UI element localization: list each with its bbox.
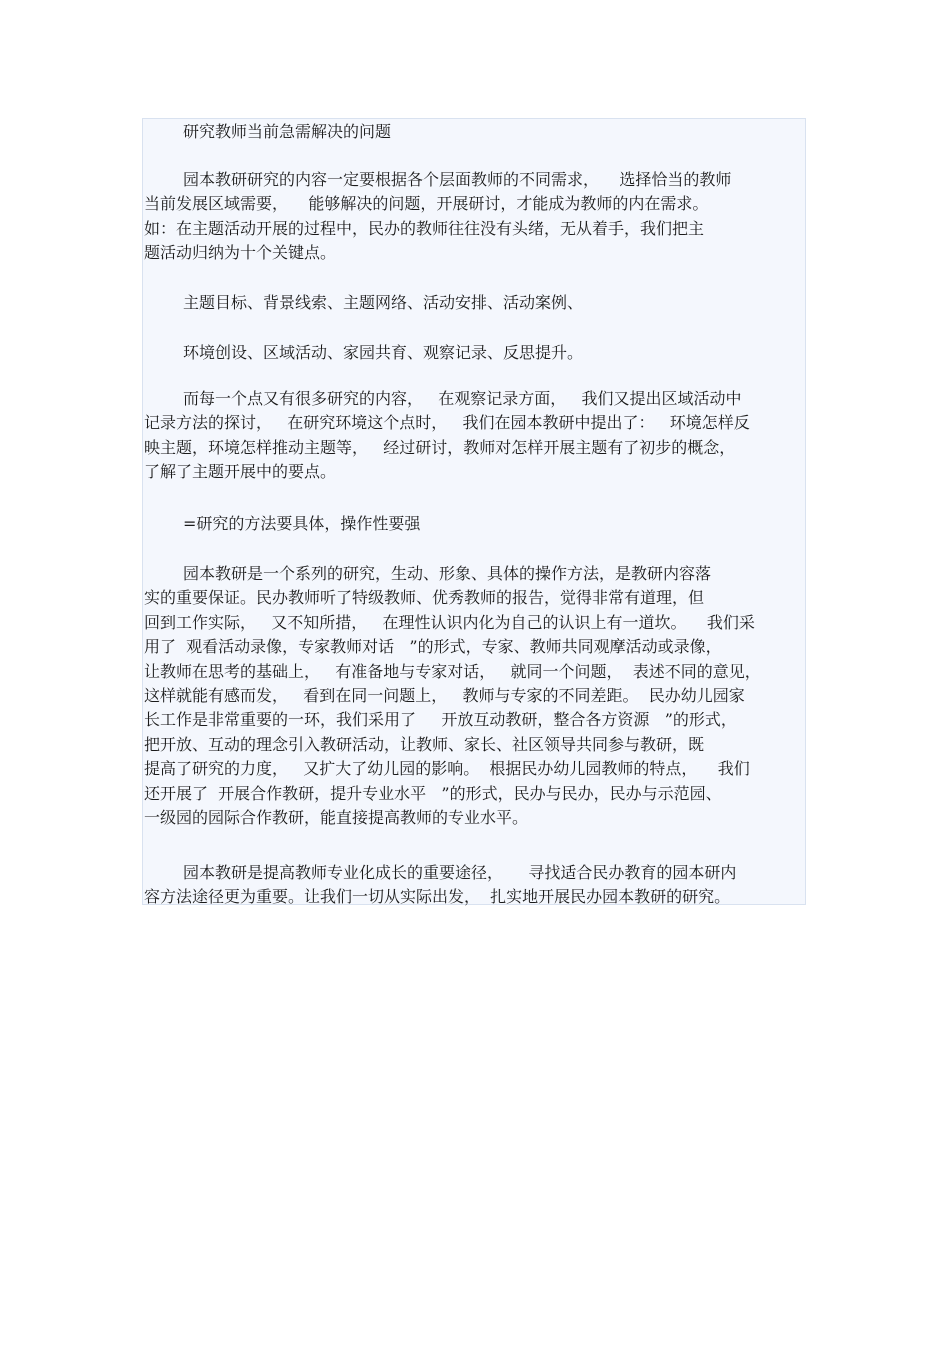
paragraph-points-content-line: 记录方法的探讨， 在研究环境这个点时， 我们在园本教研中提出了： 环境怎样反 xyxy=(144,413,750,433)
paragraph-methods-line: 让教师在思考的基础上， 有准备地与专家对话， 就同一个问题， 表述不同的意见， xyxy=(144,661,761,681)
paragraph-methods-line: 实的重要保证。民办教师听了特级教师、优秀教师的报告，觉得非常有道理，但 xyxy=(144,588,705,608)
paragraph-needs-line: 题活动归纳为十个关键点。 xyxy=(144,243,337,263)
paragraph-points-content-line: 映主题，环境怎样推动主题等， 经过研讨，教师对怎样开展主题有了初步的概念， xyxy=(144,437,736,457)
section-heading-1-line: 研究教师当前急需解决的问题 xyxy=(183,122,392,141)
key-points-2-line: 环境创设、区域活动、家园共育、观察记录、反思提升。 xyxy=(183,343,584,362)
paragraph-methods-line: 这样就能有感而发， 看到在同一问题上， 教师与专家的不同差距。 民办幼儿园家 xyxy=(144,686,745,705)
paragraph-methods-line: 一级园的园际合作教研，能直接提高教师的专业水平。 xyxy=(144,808,529,827)
paragraph-points-content-line: 而每一个点又有很多研究的内容， 在观察记录方面， 我们又提出区域活动中 xyxy=(183,389,742,408)
paragraph-needs-line: 园本教研研究的内容一定要根据各个层面教师的不同需求， 选择恰当的教师 xyxy=(183,170,732,189)
paragraph-methods-line: 还开展了 开展合作教研，提升专业水平 ”的形式，民办与民办，民办与示范园、 xyxy=(144,783,722,803)
paragraph-conclusion-line: 园本教研是提高教师专业化成长的重要途径， 寻找适合民办教育的园本研内 xyxy=(183,863,737,882)
document-text-box xyxy=(142,118,806,905)
paragraph-methods-line: 把开放、互动的理念引入教研活动，让教师、家长、社区领导共同参与教研，既 xyxy=(144,734,705,754)
paragraph-methods-line: 园本教研是一个系列的研究，生动、形象、具体的操作方法，是教研内容落 xyxy=(183,564,712,583)
paragraph-methods-line: 长工作是非常重要的一环，我们采用了 开放互动教研，整合各方资源 ”的形式， xyxy=(144,710,737,730)
paragraph-methods-line: 用了 观看活动录像，专家教师对话 ”的形式，专家、教师共同观摩活动或录像， xyxy=(144,637,722,657)
paragraph-needs-line: 如：在主题活动开展的过程中，民办的教师往往没有头绪，无从着手，我们把主 xyxy=(144,218,705,238)
paragraph-needs-line: 当前发展区域需要， 能够解决的问题，开展研讨，才能成为教师的内在需求。 xyxy=(144,194,709,214)
paragraph-conclusion-line: 容方法途径更为重要。让我们一切从实际出发， 扎实地开展民办园本教研的研究。 xyxy=(144,887,731,907)
section-heading-2-line: =研究的方法要具体，操作性要强 xyxy=(183,514,421,533)
paragraph-methods-line: 回到工作实际， 又不知所措， 在理性认识内化为自己的认识上有一道坎。 我们采 xyxy=(144,612,755,632)
paragraph-methods-line: 提高了研究的力度， 又扩大了幼儿园的影响。 根据民办幼儿园教师的特点， 我们 xyxy=(144,759,750,779)
key-points-1-line: 主题目标、背景线索、主题网络、活动安排、活动案例、 xyxy=(183,293,584,312)
paragraph-points-content-line: 了解了主题开展中的要点。 xyxy=(144,462,337,482)
